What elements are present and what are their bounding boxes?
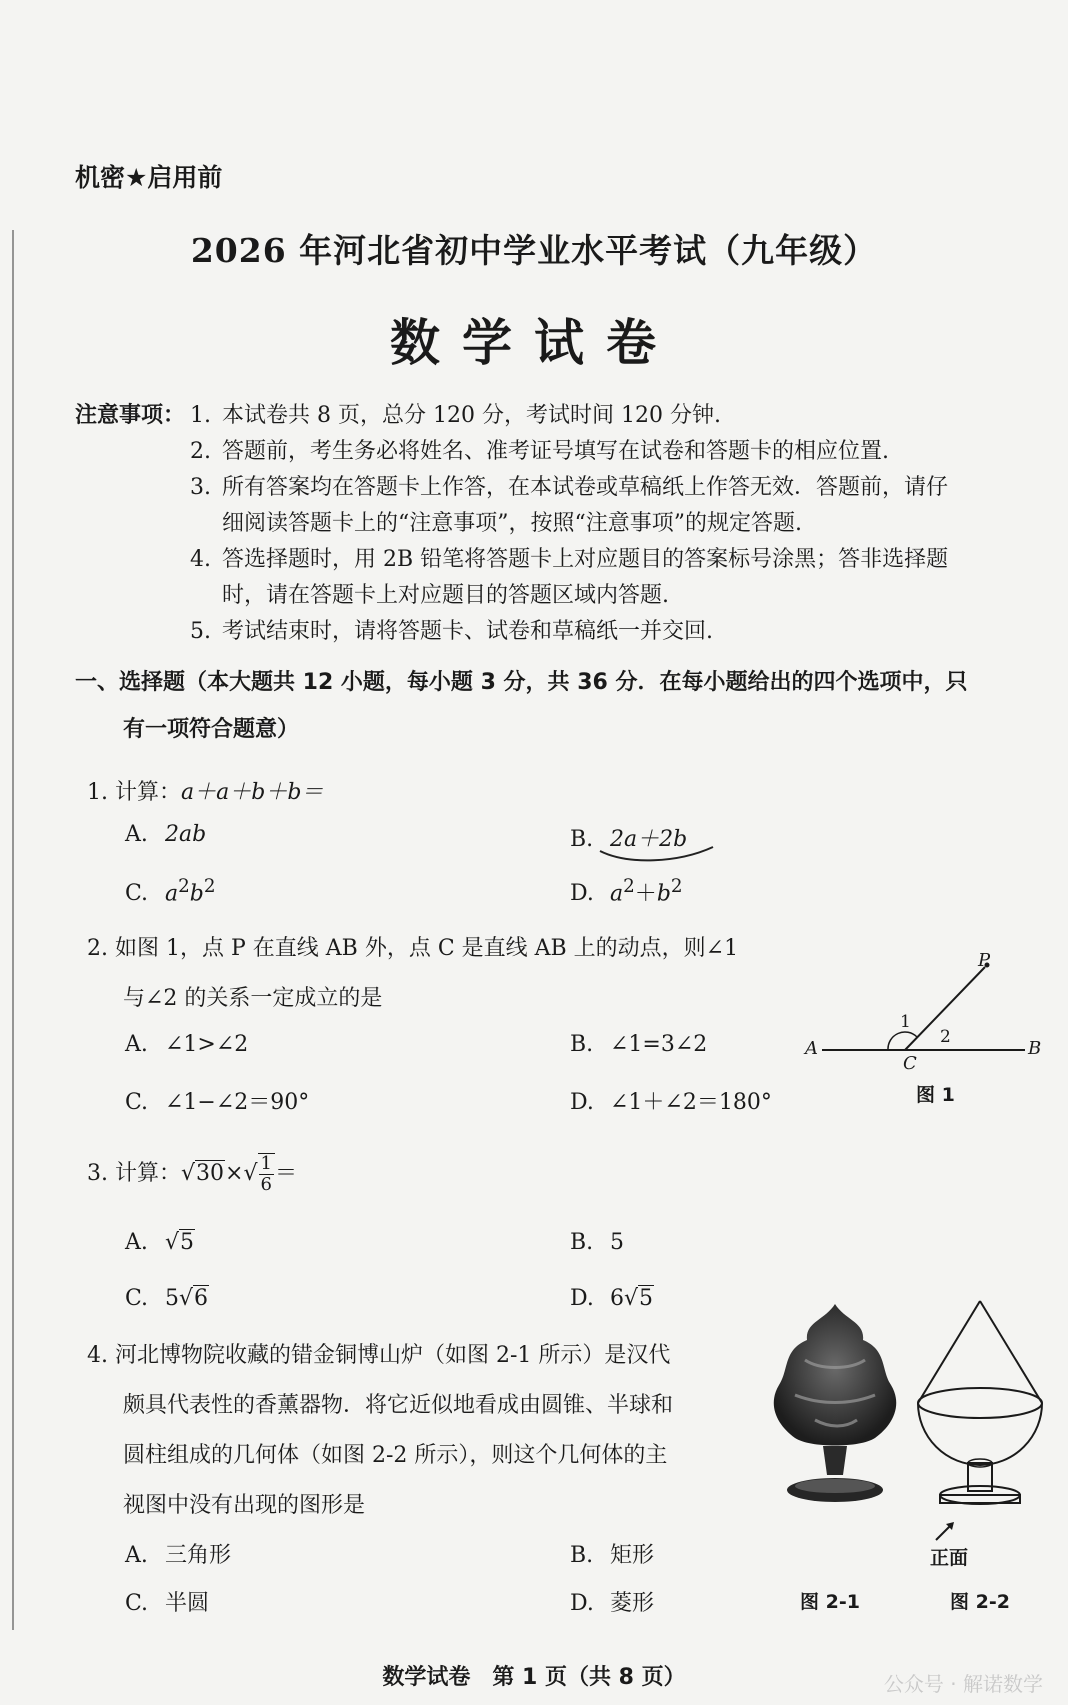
question-4-stem-line3: 圆柱组成的几何体（如图 2-2 所示），则这个几何体的主 (123, 1443, 668, 1468)
note-item: 5. 考试结束时，请将答题卡、试卷和草稿纸一并交回. (190, 619, 713, 644)
scan-edge-line (12, 230, 14, 1630)
q2-option-d: D. ∠1＋∠2＝180° (570, 1090, 772, 1115)
exam-title: 2026 年河北省初中学业水平考试（九年级） (190, 231, 878, 270)
question-4-stem-line4: 视图中没有出现的图形是 (123, 1493, 366, 1518)
section-heading: 一、选择题（本大题共 12 小题，每小题 3 分，共 36 分．在每小题给出的四个选项中，只 (75, 670, 968, 695)
fraction: $\frac{1}{6}$ (258, 1153, 275, 1195)
geometric-model-diagram (910, 1295, 1050, 1520)
q4-option-c: C. 半圆 (125, 1591, 210, 1616)
notes-label: 注意事项： (75, 403, 186, 428)
note-item: 1. 本试卷共 8 页，总分 120 分，考试时间 120 分钟. (190, 403, 721, 428)
q3-option-b: B. 5 (570, 1230, 624, 1255)
question-1-stem: 1. 计算：a＋a＋b＋b＝ (87, 780, 324, 805)
question-2-stem-cont: 与∠2 的关系一定成立的是 (123, 986, 383, 1011)
subject-title: 数学试卷 (390, 313, 678, 372)
figure-2-1-caption: 图 2-1 (800, 1591, 860, 1613)
note-item: 3. 所有答案均在答题卡上作答，在本试卷或草稿纸上作答无效．答题前，请仔 (190, 475, 949, 500)
q2-option-b: B. ∠1=3∠2 (570, 1032, 708, 1057)
note-item: 细阅读答题卡上的“注意事项”，按照“注意事项”的规定答题. (222, 511, 802, 536)
figure-1-point-p: P (978, 950, 991, 971)
section-heading-cont: 有一项符合题意） (123, 717, 300, 742)
question-4-stem: 4. 河北博物院收藏的错金铜博山炉（如图 2-1 所示）是汉代 (87, 1343, 671, 1368)
figure-1-point-b: B (1028, 1038, 1042, 1059)
handwritten-underline (598, 845, 718, 867)
q4-option-d: D. 菱形 (570, 1591, 655, 1616)
arrow-icon (930, 1520, 960, 1544)
note-item: 时，请在答题卡上对应题目的答题区域内答题. (222, 583, 669, 608)
question-3-stem: 3. 计算：√30×√ $\frac{1}{6}$ ＝ (87, 1153, 297, 1195)
q3-option-a: A. √5 (125, 1230, 195, 1255)
figure-2-2-caption: 图 2-2 (950, 1591, 1010, 1613)
question-2-stem: 2. 如图 1，点 P 在直线 AB 外，点 C 是直线 AB 上的动点，则∠1 (87, 936, 739, 961)
q2-option-c: C. ∠1−∠2＝90° (125, 1090, 310, 1115)
figure-1-diagram (800, 945, 1055, 1100)
q1-option-a: A. 2ab (125, 822, 207, 847)
q4-option-b: B. 矩形 (570, 1543, 655, 1568)
figure-1-point-c: C (903, 1053, 917, 1074)
censer-photo (765, 1300, 905, 1510)
figure-1-point-a: A (805, 1038, 818, 1059)
watermark: 公众号 · 解诺数学 (883, 1672, 1043, 1696)
figure-1-caption: 图 1 (916, 1084, 955, 1106)
confidential-mark: 机密★启用前 (75, 163, 223, 192)
note-item: 4. 答选择题时，用 2B 铅笔将答题卡上对应题目的答案标号涂黑；答非选择题 (190, 547, 949, 572)
q1-option-c: C. $a^2b^2$ (125, 876, 216, 907)
figure-1-angle-2: 2 (940, 1027, 951, 1047)
q4-option-a: A. 三角形 (125, 1543, 232, 1568)
q3-option-d: D. 6√5 (570, 1286, 654, 1311)
q1-option-b: B. 2a＋2b (570, 827, 688, 852)
note-item: 2. 答题前，考生务必将姓名、准考证号填写在试卷和答题卡的相应位置. (190, 439, 889, 464)
q1-option-d: D. $a^2+b^2$ (570, 876, 683, 907)
figure-1-angle-1: 1 (900, 1012, 911, 1032)
page-footer: 数学试卷 第 1 页（共 8 页） (382, 1665, 686, 1690)
question-4-stem-line2: 颇具代表性的香薰器物．将它近似地看成由圆锥、半球和 (123, 1393, 674, 1418)
q2-option-a: A. ∠1>∠2 (125, 1032, 249, 1057)
q3-option-c: C. 5√6 (125, 1286, 209, 1311)
front-view-label: 正面 (930, 1547, 969, 1569)
